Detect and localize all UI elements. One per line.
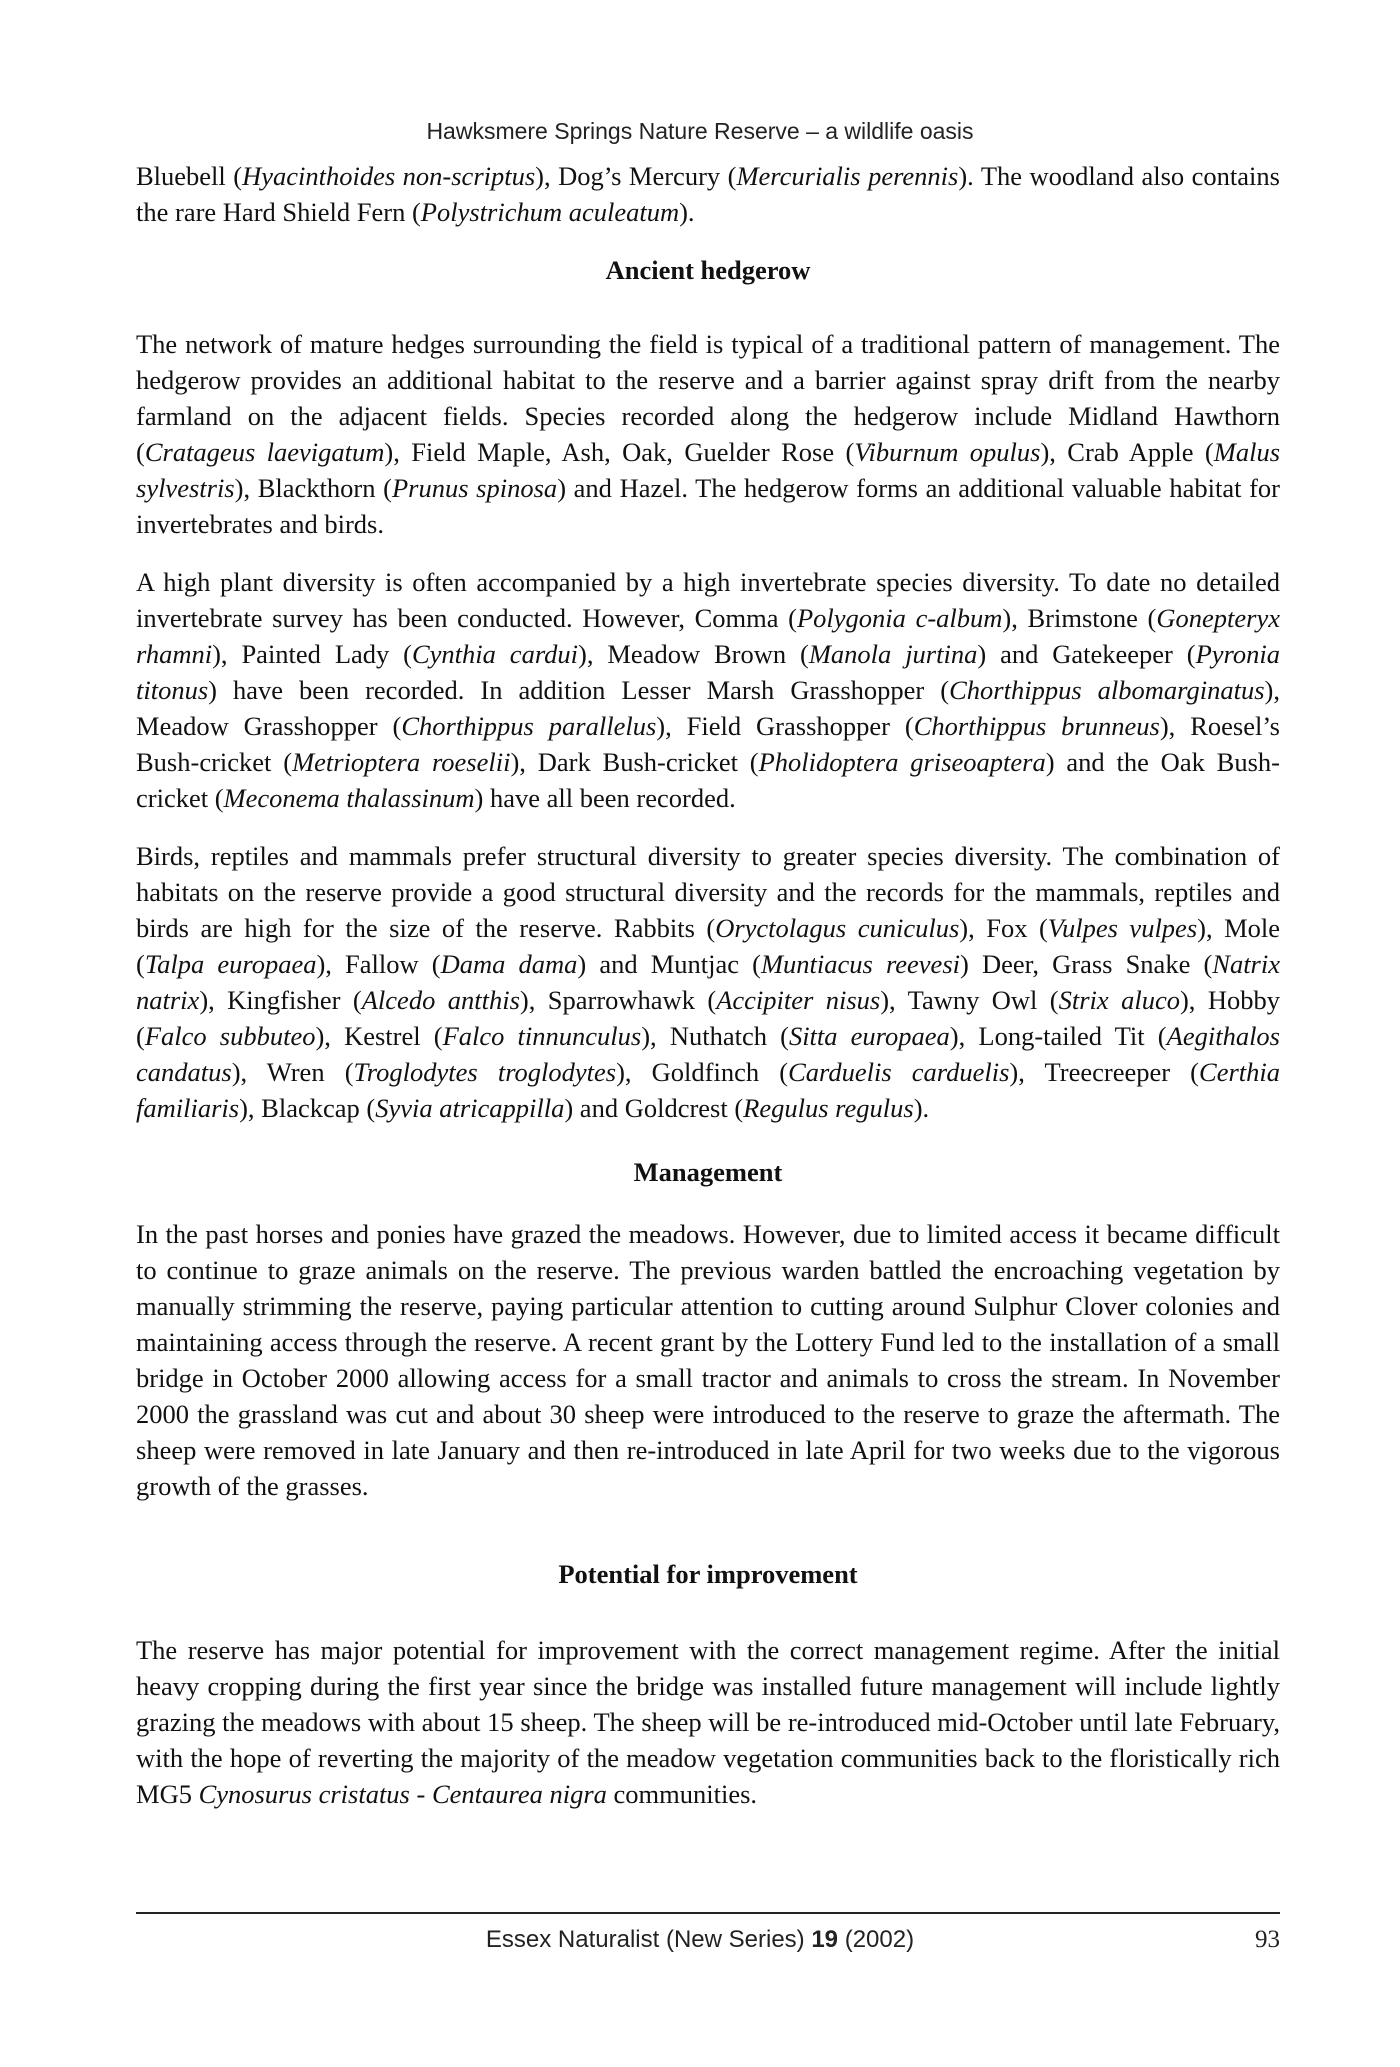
- species-name: Polystrichum aculeatum: [420, 197, 680, 227]
- species-name: Pyronia titonus: [136, 639, 1281, 705]
- species-name: Falco subbuteo: [144, 1021, 316, 1051]
- species-name: Chorthippus parallelus: [401, 711, 657, 741]
- running-head: Hawksmere Springs Nature Reserve – a wildlife oasis: [426, 118, 974, 144]
- hedgerow-paragraph-2: A high plant diversity is often accompanied by a high invertebrate species diversity. To date no detailed invertebrate survey has been conducted. However, Comma (Polygonia c-album), Brimstone (Gonepteryx rhamni), Painted Lady (Cynthia cardui), Meadow Brown (Manola jurtina) and Gatekeeper (Pyronia titonus) have been recorded. In addition Lesser Marsh Grasshopper (Chorthippus albomarginatus), Meadow Grasshopper (Chorthippus parallelus), Field Grasshopper (Chorthippus brunneus), Roesel’s Bush-cricket (Metrioptera roeselii), Dark Bush-cricket (Pholidoptera griseoaptera) and the Oak Bush-cricket (Meconema thalassinum) have all been recorded.: [136, 567, 1281, 813]
- species-name: Prunus spinosa: [391, 473, 558, 503]
- species-name: Centaurea nigra: [431, 1779, 607, 1809]
- journal-volume: 19: [811, 1926, 839, 1953]
- species-name: Natrix natrix: [136, 949, 1280, 1015]
- species-name: Polygonia c-album: [797, 603, 1003, 633]
- page-number: 93: [1255, 1926, 1280, 1953]
- journal-name: Essex Naturalist (New Series): [485, 1926, 812, 1953]
- species-name: Cynthia cardui: [412, 639, 579, 669]
- section-heading-hedgerow: Ancient hedgerow: [605, 255, 811, 285]
- species-name: Strix aluco: [1058, 985, 1180, 1015]
- species-name: Metrioptera roeselii: [292, 747, 511, 777]
- species-name: Gonepteryx rhamni: [136, 603, 1281, 669]
- species-name: Muntiacus reevesi: [760, 949, 960, 979]
- species-name: Manola jurtina: [808, 639, 978, 669]
- hedgerow-paragraph-3: Birds, reptiles and mammals prefer structural diversity to greater species diversity. The combination of habitats on the reserve provide a good structural diversity and the records for the mammals, reptiles and birds are high for the size of the reserve. Rabbits (Oryctolagus cuniculus), Fox (Vulpes vulpes), Mole (Talpa europaea), Fallow (Dama dama) and Muntjac (Muntiacus reevesi) Deer, Grass Snake (Natrix natrix), Kingfisher (Alcedo antthis), Sparrowhawk (Accipiter nisus), Tawny Owl (Strix aluco), Hobby (Falco subbuteo), Kestrel (Falco tinnunculus), Nuthatch (Sitta europaea), Long-tailed Tit (Aegithalos candatus), Wren (Troglodytes troglodytes), Goldfinch (Carduelis carduelis), Treecreeper (Certhia familiaris), Blackcap (Syvia atricappilla) and Goldcrest (Regulus regulus).: [136, 841, 1281, 1123]
- section-heading-potential: Potential for improvement: [558, 1559, 858, 1589]
- journal-year: (2002): [838, 1926, 915, 1953]
- management-paragraph: In the past horses and ponies have grazed the meadows. However, due to limited access it became difficult to continue to graze animals on the reserve. The previous warden battled the encroaching vegetation by manually strimming the reserve, paying particular attention to cutting around Sulphur Clover colonies and maintaining access through the reserve. A recent grant by the Lottery Fund led to the installation of a small bridge in October 2000 allowing access for a small tractor and animals to cross the stream. In November 2000 the grassland was cut and about 30 sheep were introduced to the reserve to graze the aftermath. The sheep were removed in late January and then re-introduced in late April for two weeks due to the vigorous growth of the grasses.: [136, 1219, 1280, 1501]
- species-name: Certhia familiaris: [136, 1057, 1280, 1123]
- species-name: Accipiter nisus: [716, 985, 881, 1015]
- footer-journal: [0, 1926, 1400, 1954]
- species-name: Aegithalos candatus: [136, 1021, 1280, 1087]
- species-name: Pholidoptera griseoaptera: [758, 747, 1046, 777]
- species-name: Mercurialis perennis: [736, 161, 959, 191]
- article-body: [136, 158, 1280, 1812]
- species-name: Malus sylvestris: [136, 437, 1281, 503]
- species-name: Viburnum opulus: [854, 437, 1041, 467]
- species-name: Talpa europaea: [144, 949, 317, 979]
- section-heading-management: Management: [633, 1157, 783, 1187]
- species-name: Cratageus laevigatum: [144, 437, 385, 467]
- species-name: Chorthippus albomarginatus: [949, 675, 1265, 705]
- species-name: Alcedo antthis: [361, 985, 520, 1015]
- species-name: Regulus regulus: [743, 1093, 914, 1123]
- hedgerow-paragraph-1: The network of mature hedges surrounding the field is typical of a traditional pattern of management. The hedgerow provides an additional habitat to the reserve and a barrier against spray drift from the nearby farmland on the adjacent fields. Species recorded along the hedgerow include Midland Hawthorn (Cratageus laevigatum), Field Maple, Ash, Oak, Guelder Rose (Viburnum opulus), Crab Apple (Malus sylvestris), Blackthorn (Prunus spinosa) and Hazel. The hedgerow forms an additional valuable habitat for invertebrates and birds.: [136, 329, 1281, 539]
- intro-paragraph: Bluebell (Hyacinthoides non-scriptus), Dog’s Mercury (Mercurialis perennis). The woodland also contains the rare Hard Shield Fern (Polystrichum aculeatum).: [136, 161, 1280, 227]
- species-name: Cynosurus cristatus: [198, 1779, 410, 1809]
- species-name: Carduelis carduelis: [788, 1057, 1010, 1087]
- species-name: Falco tinnunculus: [442, 1021, 642, 1051]
- species-name: Troglodytes troglodytes: [353, 1057, 617, 1087]
- species-name: Meconema thalassinum: [223, 783, 475, 813]
- species-name: Chorthippus brunneus: [913, 711, 1160, 741]
- species-name: Sitta europaea: [788, 1021, 950, 1051]
- species-name: Oryctolagus cuniculus: [715, 913, 960, 943]
- species-name: Hyacinthoides non-scriptus: [242, 161, 536, 191]
- footer-rule: [136, 1912, 1280, 1914]
- species-name: Vulpes vulpes: [1047, 913, 1198, 943]
- potential-paragraph: The reserve has major potential for improvement with the correct management regime. After the initial heavy cropping during the first year since the bridge was installed future management will include lightly grazing the meadows with about 15 sheep. The sheep will be re-introduced mid-October until late February, with the hope of reverting the majority of the meadow vegetation communities back to the floristically rich MG5 Cynosurus cristatus - Centaurea nigra communities.: [136, 1635, 1280, 1809]
- species-name: Dama dama: [440, 949, 578, 979]
- species-name: Syvia atricappilla: [375, 1093, 565, 1123]
